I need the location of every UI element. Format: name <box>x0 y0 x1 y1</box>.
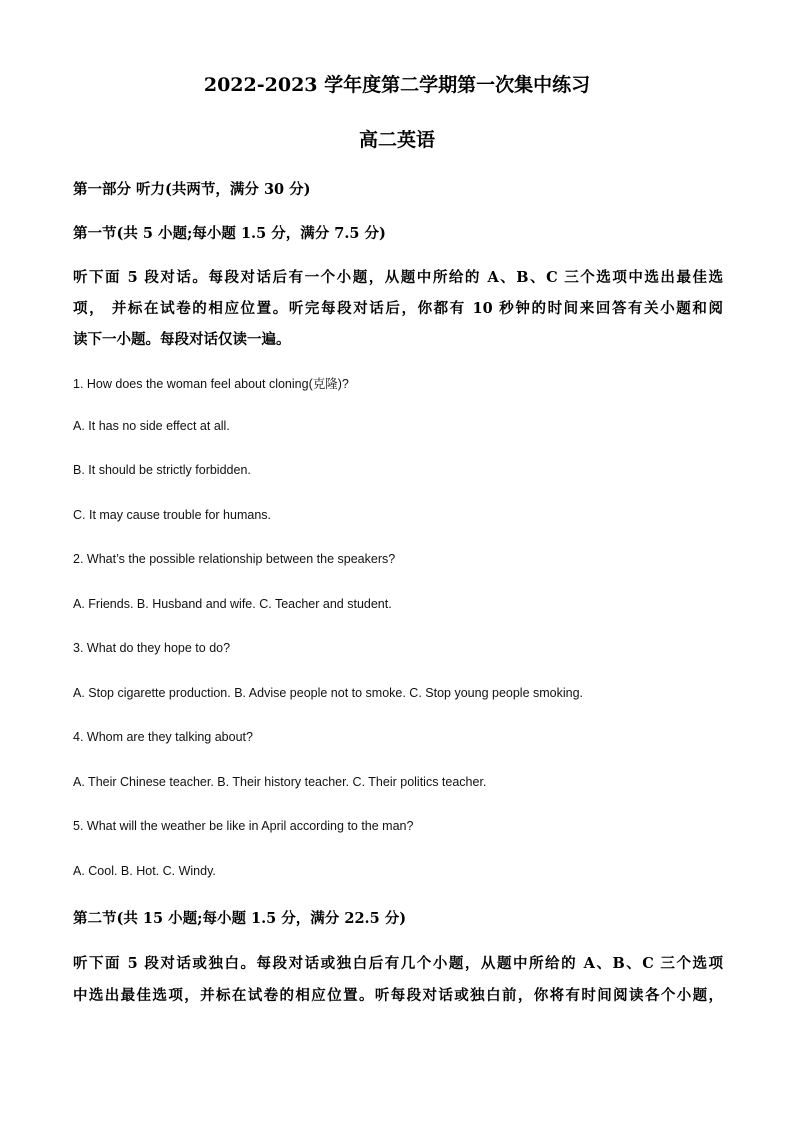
question-4-stem: 4. Whom are they talking about? <box>73 730 253 744</box>
question-4-options: A. Their Chinese teacher. B. Their history teacher. C. Their politics teacher. <box>73 775 487 789</box>
question-5-options: A. Cool. B. Hot. C. Windy. <box>73 864 216 878</box>
part1-heading: 第一部分 听力(共两节，满分 30 分) <box>73 181 311 198</box>
question-1-option-b: B. It should be strictly forbidden. <box>73 463 251 477</box>
question-3-stem: 3. What do they hope to do? <box>73 641 231 655</box>
question-2-options: A. Friends. B. Husband and wife. C. Teacher and student. <box>73 597 392 611</box>
section1-instruction-line: 项， 并标在试卷的相应位置。听完每段对话后，你都有 10 秒钟的时间来回答有关小题和阅 <box>73 300 723 317</box>
question-1-stem: 1. How does the woman feel about cloning(克隆)? <box>73 377 349 391</box>
section2-instruction-line: 听下面 5 段对话或独白。每段对话或独白后有几个小题，从题中所给的 A、B、C 三个选项 <box>73 955 723 972</box>
section1-heading: 第一节(共 5 小题;每小题 1.5 分，满分 7.5 分) <box>73 225 386 242</box>
section2-heading: 第二节(共 15 小题;每小题 1.5 分，满分 22.5 分) <box>73 910 407 927</box>
section2-instruction-line: 中选出最佳选项，并标在试卷的相应位置。听每段对话或独白前，你将有时间阅读各个小题， <box>73 987 723 1004</box>
question-1-option-a: A. It has no side effect at all. <box>73 419 230 433</box>
question-2-stem: 2. What’s the possible relationship between the speakers? <box>73 552 396 566</box>
section1-instruction-line: 听下面 5 段对话。每段对话后有一个小题，从题中所给的 A、B、C 三个选项中选出最佳选 <box>73 269 723 286</box>
question-5-stem: 5. What will the weather be like in April according to the man? <box>73 819 414 833</box>
question-1-option-c: C. It may cause trouble for humans. <box>73 508 272 522</box>
exam-title: 2022-2023 学年度第二学期第一次集中练习 <box>203 74 591 96</box>
exam-subtitle: 高二英语 <box>358 129 435 151</box>
section1-instruction-line: 读下一小题。每段对话仅读一遍。 <box>73 331 291 348</box>
question-3-options: A. Stop cigarette production. B. Advise people not to smoke. C. Stop young people smoking. <box>73 686 584 700</box>
